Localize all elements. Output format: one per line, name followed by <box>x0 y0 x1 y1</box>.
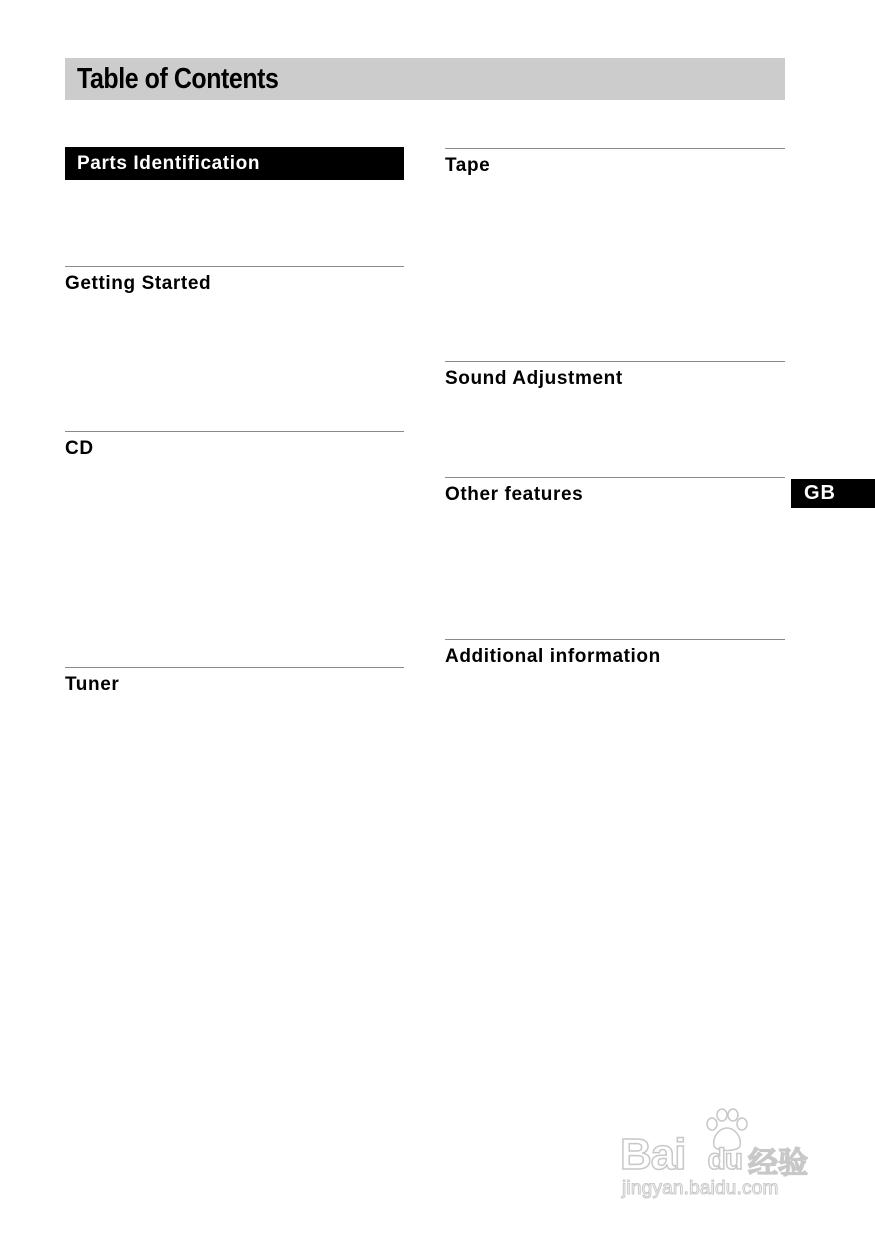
section-sound-adjustment <box>445 361 785 390</box>
page-title: Table of Contents <box>77 62 279 95</box>
section-tape <box>445 148 785 177</box>
language-tab-label: GB <box>804 482 836 504</box>
watermark-brand-cn: 经验 <box>748 1146 808 1181</box>
section-parts-identification <box>65 147 404 180</box>
section-heading: CD <box>65 438 94 459</box>
section-heading: Sound Adjustment <box>445 368 623 389</box>
watermark-url: jingyan.baidu.com <box>622 1178 779 1199</box>
section-heading: Additional information <box>445 646 661 667</box>
section-getting-started <box>65 266 404 295</box>
baidu-watermark <box>620 1108 830 1208</box>
section-tuner <box>65 667 404 696</box>
section-heading: Tuner <box>65 674 120 695</box>
section-additional-information <box>445 639 785 668</box>
section-heading: Tape <box>445 155 491 176</box>
section-heading: Getting Started <box>65 273 212 294</box>
page-title-bar <box>65 58 785 100</box>
language-tab-gb <box>791 479 875 508</box>
watermark-brand: Bai du <box>620 1130 743 1179</box>
section-other-features <box>445 477 785 506</box>
section-heading: Other features <box>445 484 584 505</box>
section-heading: Parts Identification <box>77 152 261 174</box>
section-cd <box>65 431 404 460</box>
